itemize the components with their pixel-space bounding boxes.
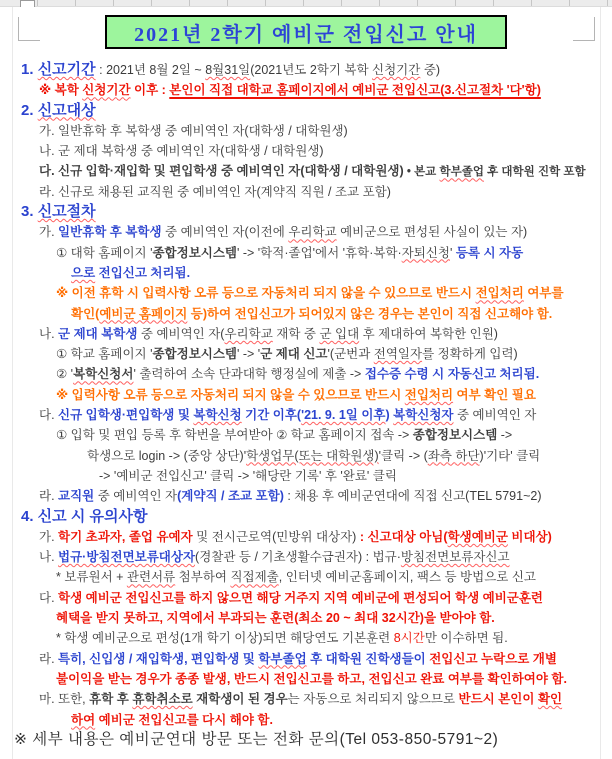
text-run: ① 학교 홈페이지 ' xyxy=(56,347,153,362)
text-run: : 채용 후 예비군연대에 직접 신고(TEL 5791~2) xyxy=(283,489,542,504)
text-run: 여부를 xyxy=(523,286,564,301)
item-4-ra-cont xyxy=(0,669,612,689)
text-run: 후 대학원 진학생들이 xyxy=(306,651,430,666)
text-run: 예비군 홈페이지 xyxy=(99,306,188,321)
text-run: 예비군 전입신고를 다시 해야 함. xyxy=(95,712,273,727)
text-run: 학부졸업 xyxy=(439,166,484,179)
text-run: 자퇴신청 xyxy=(401,245,450,260)
text-run: ② ' xyxy=(56,367,74,382)
text-run: 및 전시근로역(민방위 대상자) xyxy=(192,529,357,544)
text-run: 만 이수하면 됨. xyxy=(424,631,508,646)
text-run: 종합정보시스템 xyxy=(152,245,237,260)
text-run: 라. 신규로 채용된 교직원 중 예비역인 자(계약직 직원 / 조교 포함) xyxy=(39,184,391,199)
text-run: 학생 예비군 전입신고를 하지 않으면 해당 거주지 지역 예비군에 편성되어 학생 예비군훈련 xyxy=(58,590,544,605)
text-run: 전입신고 누락으로 개별 xyxy=(429,651,557,666)
text-run: 재학 중 xyxy=(272,326,320,341)
text-run: 다. xyxy=(39,408,59,423)
text-run: 확인 xyxy=(537,692,563,707)
text-run: 관련서류 xyxy=(126,570,176,585)
step-3-da-1 xyxy=(0,425,612,445)
text-run: 좌측 하단 xyxy=(427,448,480,463)
item-4-na xyxy=(0,547,612,567)
text-run: 본인이 직접 대학교 홈페이지에서 예비군 전입신고(3.신고절차 '다'항) xyxy=(169,83,541,98)
text-run: * 보류원서 + xyxy=(56,570,127,585)
document-page[interactable] xyxy=(0,7,612,759)
text-run: 는 자동으로 처리되지 않으므로 xyxy=(287,692,459,707)
text-run: 일반휴학 후 복학생 xyxy=(58,225,162,240)
text-run: 등록 시 자동 xyxy=(455,245,524,260)
text-run: '(군번과 xyxy=(327,347,374,362)
note-3-ga-cont xyxy=(0,304,612,324)
text-run: 직접제출 xyxy=(230,570,279,585)
section-1-heading xyxy=(0,60,612,80)
text-run: : xyxy=(95,63,107,77)
text-run: ' xyxy=(449,245,456,260)
text-run: 전입신고 처리됨. xyxy=(95,265,191,280)
text-run: ※ 이전 휴학 시 입력사항 오류 등으로 자동처리 되지 않을 수 있으므로 반드시 xyxy=(56,286,476,301)
step-3-da-1-cont1 xyxy=(0,446,612,466)
text-run: 여부 확인 필요 xyxy=(453,387,536,402)
text-run: 중 예비역인 자( xyxy=(137,326,225,341)
text-run: 신청기간 xyxy=(372,63,421,77)
text-run: 학생예비군 xyxy=(447,529,508,544)
item-4-ga xyxy=(0,527,612,547)
item-4-ma xyxy=(0,689,612,709)
step-3-ga-1 xyxy=(0,243,612,263)
margin-corner-top-right xyxy=(573,17,595,41)
text-run: ① 입학 및 편입 등록 후 학번을 부여받아 ② 학교 홈페이지 접속 -> xyxy=(56,428,413,443)
text-run: 중 예비역인 자(이전에 xyxy=(161,225,289,240)
text-run: 복학신청서 xyxy=(73,367,134,382)
note-3-ga xyxy=(0,283,612,303)
step-3-ga-1-cont xyxy=(0,263,612,283)
text-run: 신청기간 xyxy=(82,83,131,98)
text-run: 3. xyxy=(21,203,38,221)
text-run: 신고기간 xyxy=(37,61,96,78)
text-run: , 인터넷 예비군홈페이지, 팩스 등 방법으로 신고 xyxy=(278,570,536,585)
ruler xyxy=(0,0,612,7)
text-run: 라. xyxy=(39,651,59,666)
text-run: -> '예비군 전입신고' 클릭 -> '해당란 기록' 후 '완료' 클릭 xyxy=(99,468,397,483)
text-run: 종합정보시스템 xyxy=(152,347,237,362)
text-run: 재학생이 된 경우 xyxy=(192,692,288,707)
text-run: (경찰관 등 / 기초생활수급권자) : 법규· xyxy=(195,550,401,565)
text-run: 전입처리 xyxy=(475,286,524,301)
text-run: 등)하여 전입신고가 되어있지 않은 경우는 본인이 직접 신고해야 함. xyxy=(187,306,553,321)
text-run: 복학신청 xyxy=(193,408,242,423)
section-1-note xyxy=(0,80,612,100)
item-2-ga xyxy=(0,121,612,141)
text-run: 2. xyxy=(21,101,38,119)
text-run: 우리학교 xyxy=(224,326,273,341)
text-run: ※ 세부 내용은 예비군연대 방문 또는 전화 문의(Tel 053-850-5791~2) xyxy=(14,730,499,748)
item-4-da xyxy=(0,588,612,608)
text-run: 8시간 xyxy=(393,631,425,646)
text-run: 다. 신규 입학·재입학 및 편입학생 중 예비역인 자(대학생 / 대학원생) xyxy=(39,164,404,179)
item-2-na xyxy=(0,141,612,161)
text-run: • 본교 xyxy=(403,166,440,179)
text-run: (2021년도 2학기 복학 xyxy=(250,63,373,77)
text-run: 으로 xyxy=(71,265,96,280)
text-run: 학생업무(또는 대학원생) xyxy=(246,448,379,463)
text-run: ' -> '학적·졸업'에서 '휴학·복학· xyxy=(237,245,402,260)
section-2-heading xyxy=(0,101,612,121)
text-run: 반드시 본인이 xyxy=(458,692,538,707)
text-run: 가. xyxy=(39,529,59,544)
item-4-da-note xyxy=(0,628,612,648)
text-run: 학부졸업 xyxy=(258,651,307,666)
text-run: 군 제대 복학생 xyxy=(58,326,138,341)
text-run: 종합정보시스템 xyxy=(412,428,498,443)
item-4-da-cont xyxy=(0,608,612,628)
item-2-ra xyxy=(0,182,612,202)
text-run: '21. 9. 1일 이후 xyxy=(301,408,386,423)
text-run: 후 제대하여 복학한 인원) xyxy=(359,326,498,341)
text-run: 중 예비역인 자 xyxy=(453,408,537,423)
footer-contact xyxy=(0,730,612,750)
text-run: )'기타' 클릭 xyxy=(479,448,541,463)
page-title: 2021년 2학기 예비군 전입신고 안내 xyxy=(134,23,478,46)
text-run: 학기 초과자, 졸업 유예자 xyxy=(58,529,193,544)
text-run: ' 출력하여 소속 단과대학 행정실에 제출 -> xyxy=(133,367,365,382)
text-run: ) xyxy=(385,408,394,423)
text-run: 다. xyxy=(39,590,59,605)
text-run: ① 대학 홈페이지 ' xyxy=(56,245,153,260)
text-run: 1. xyxy=(21,61,38,78)
text-run: (계약직 / 조교 포함) xyxy=(177,489,284,504)
text-run: 전역일자 xyxy=(373,347,423,362)
text-run: 하여 xyxy=(71,712,96,727)
document-body xyxy=(0,60,612,750)
title-banner xyxy=(105,15,507,49)
text-run: ※ 입력사항 오류 등으로 자동처리 되지 않을 수 있으므로 반드시 xyxy=(56,387,405,402)
text-run: '클릭 -> ( xyxy=(378,448,428,463)
text-run: 중 예비역인 자 xyxy=(94,489,178,504)
text-run: 혜택을 받지 못하고, 지역에서 부과되는 훈련(최소 20 ~ 최대 32시간)을 받아야 함. xyxy=(56,611,495,626)
text-run: 나. 군 제대 복학생 중 예비역인 자(대학생 / 대학원생) xyxy=(39,144,324,159)
text-run: 불이익을 받는 경우가 종종 발생, 반드시 전입신고를 하고, 전입신고 완료 여부를 확인하여야 함. xyxy=(56,671,567,686)
margin-corner-top-left xyxy=(18,17,40,41)
text-run: 비대상) xyxy=(507,529,552,544)
text-run: 나. xyxy=(39,550,59,565)
text-run: 중) xyxy=(420,63,441,77)
text-run: 법규·방침전면보류대상자 xyxy=(58,550,196,565)
text-run: 신고대상 아님( xyxy=(367,529,448,544)
text-run: 첨부하여 xyxy=(175,570,231,585)
text-run: 나. xyxy=(39,326,59,341)
text-run: 기간 이후( xyxy=(241,408,302,423)
text-run: 신규 입학생·편입학생 및 xyxy=(58,408,194,423)
text-run: 를 정확하게 입력) xyxy=(422,347,518,362)
text-run: -> xyxy=(497,428,513,443)
text-run: 신고대상 xyxy=(37,101,96,119)
text-run: 가. xyxy=(39,225,59,240)
item-4-ma-cont xyxy=(0,710,612,730)
text-run: 특히, 신입생 / 재입학생, 편입학생 및 xyxy=(58,651,259,666)
text-run: 확인( xyxy=(71,306,100,321)
text-run: 휴학취소로 xyxy=(132,692,193,707)
text-run: 신고절차 xyxy=(37,203,96,221)
text-run: 예비군으로 편성된 사실이 있는 자) xyxy=(336,225,528,240)
item-2-da xyxy=(0,161,612,181)
text-run: 이후 : xyxy=(130,83,170,98)
text-run: 후 대학원 진학 포함 xyxy=(483,166,586,179)
text-run: 4. 신고 시 유의사항 xyxy=(21,507,148,525)
text-run: : xyxy=(356,529,368,544)
text-run: 방침전면보류자신고 xyxy=(400,550,510,565)
item-4-ra xyxy=(0,649,612,669)
item-3-da xyxy=(0,405,612,425)
item-3-ra xyxy=(0,486,612,506)
text-run: 또한, xyxy=(58,692,90,707)
text-run: 군 제대 신고 xyxy=(260,347,328,362)
text-run: 라. xyxy=(39,489,59,504)
text-run: 접수증 수령 시 자동신고 처리됨. xyxy=(364,367,540,382)
step-3-na-2 xyxy=(0,364,612,384)
text-run: 마. xyxy=(39,692,59,707)
note-3-na xyxy=(0,385,612,405)
text-run: 복학신청자 xyxy=(393,408,454,423)
text-run: 8월31일 xyxy=(205,63,251,77)
text-run: 교직원 xyxy=(58,489,95,504)
text-run: ※ 복학 xyxy=(39,83,83,98)
section-4-heading xyxy=(0,507,612,527)
text-run: 전입처리 xyxy=(404,387,454,402)
text-run: 군 입대 xyxy=(319,326,360,341)
text-run: 2021년 8월 2일 ~ xyxy=(106,63,206,77)
step-3-da-1-cont2 xyxy=(0,466,612,486)
item-3-na xyxy=(0,324,612,344)
section-3-heading xyxy=(0,202,612,222)
text-run: ' -> ' xyxy=(237,347,261,362)
step-3-na-1 xyxy=(0,344,612,364)
item-3-ga xyxy=(0,222,612,242)
text-run: 가. 일반휴학 후 복학생 중 예비역인 자(대학생 / 대학원생) xyxy=(39,123,348,138)
text-run: * 학생 예비군으로 편성(1개 학기 이상)되면 해당연도 기본훈련 xyxy=(56,631,394,646)
item-4-na-cont xyxy=(0,567,612,587)
text-run: 학생으로 login -> (중앙 상단)' xyxy=(87,448,247,463)
text-run: 휴학 후 xyxy=(89,692,133,707)
text-run: 우리학교 xyxy=(288,225,337,240)
